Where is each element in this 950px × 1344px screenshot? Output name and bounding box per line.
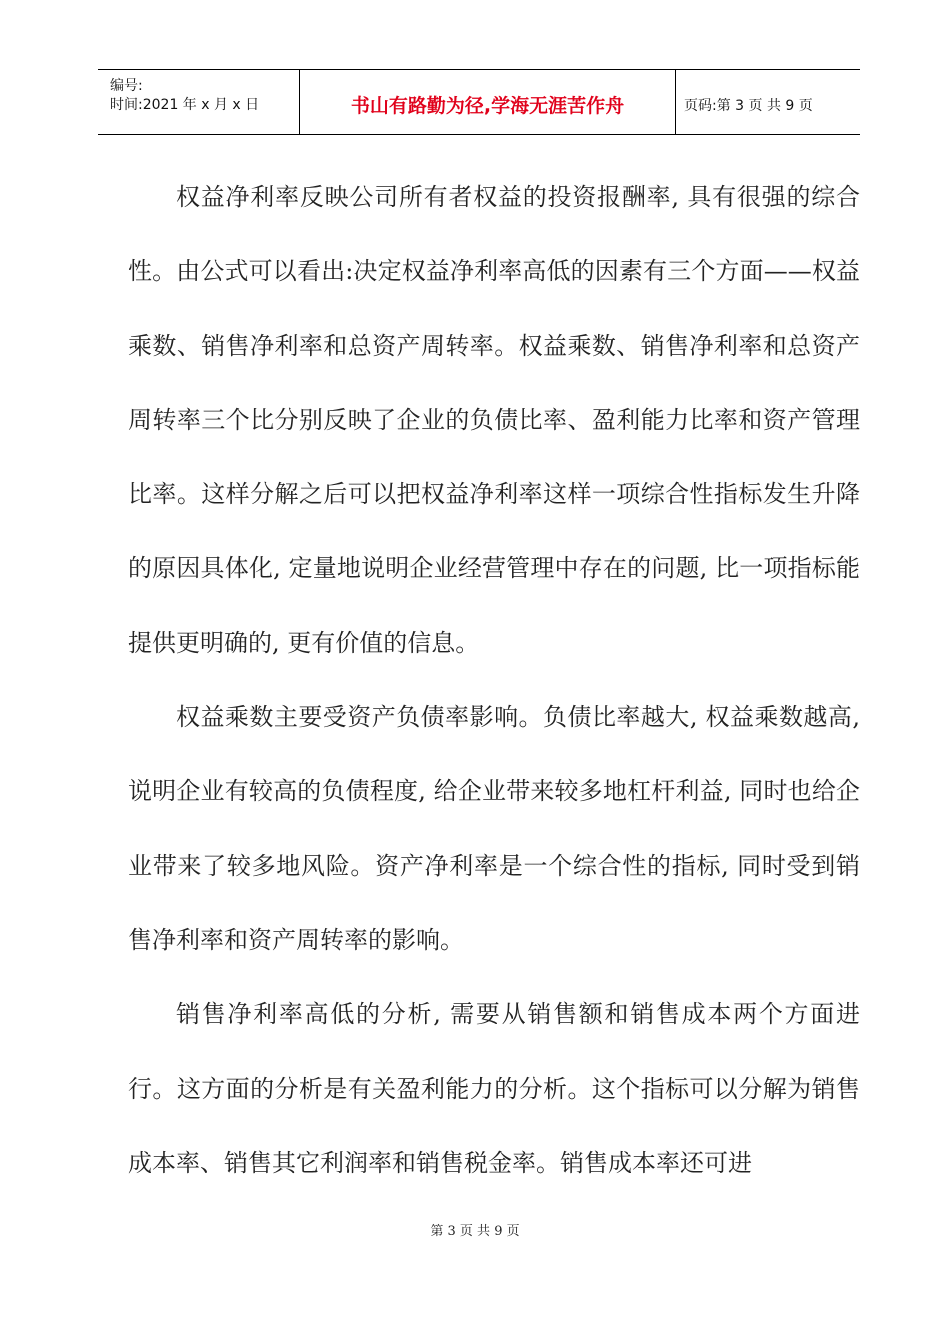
header-page-cell <box>676 70 860 134</box>
header-page-info: 页码:第 3 页 共 9 页 <box>684 98 813 114</box>
paragraph: 权益净利率反映公司所有者权益的投资报酬率, 具有很强的综合性。由公式可以看出:决定权益净利率高低的因素有三个方面——权益乘数、销售净利率和总资产周转率。权益乘数、销售净利率和总资产周转率三个比分别反映了企业的负债比率、盈利能力比率和资产管理比率。这样分解之后可以把权益净利率这样一项综合性指标发生升降的原因具体化, 定量地说明企业经营管理中存在的问题, 比一项指标能提供更明确的, 更有价值的信息。 <box>128 183 860 657</box>
paragraph: 销售净利率高低的分析, 需要从销售额和销售成本两个方面进行。这方面的分析是有关盈利能力的分析。这个指标可以分解为销售成本率、销售其它利润率和销售税金率。销售成本率还可进 <box>128 1000 860 1177</box>
page-footer: 第 3 页 共 9 页 <box>430 1224 520 1239</box>
date-label: 时间:2021 年 x 月 x 日 <box>110 97 260 113</box>
doc-number-label: 编号: <box>110 78 143 94</box>
header-info-cell <box>98 70 300 134</box>
page-header <box>98 69 860 135</box>
header-motto-cell <box>300 70 676 134</box>
document-body <box>128 160 860 1200</box>
paragraph: 权益乘数主要受资产负债率影响。负债比率越大, 权益乘数越高, 说明企业有较高的负债程度, 给企业带来较多地杠杆利益, 同时也给企业带来了较多地风险。资产净利率是一个综合性的指标, 同时受到销售净利率和资产周转率的影响。 <box>128 703 860 954</box>
motto-text: 书山有路勤为径,学海无涯苦作舟 <box>350 95 625 117</box>
